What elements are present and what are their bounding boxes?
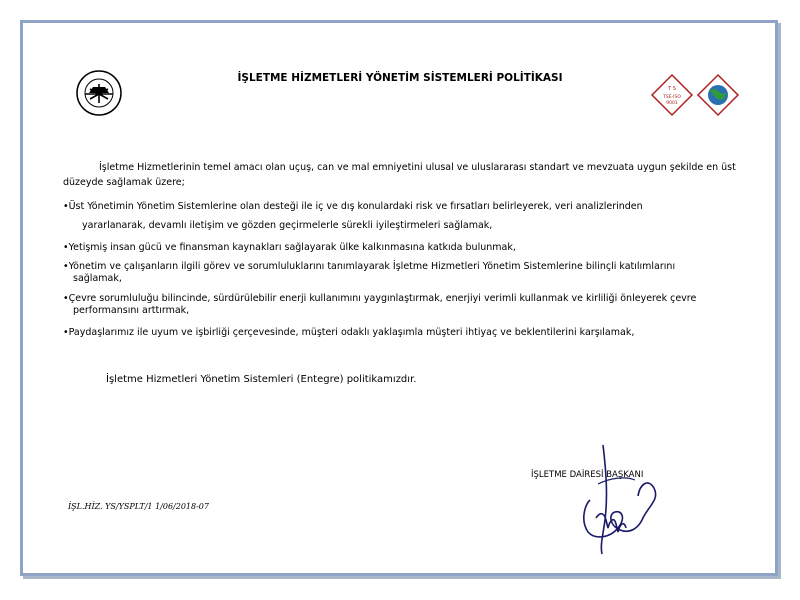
policy-bullet-5: •Paydaşlarımız ile uyum ve işbirliği çerçevesinde, müşteri odaklı yaklaşımla müşteri ihtiyaç ve beklentilerini karşılamak,: [63, 327, 635, 338]
policy-bullet-1-continued: yararlanarak, devamlı iletişim ve gözden geçirmelerle sürekli iyileştirmeleri sağlamak,: [82, 220, 493, 231]
closing-statement: İşletme Hizmetleri Yönetim Sistemleri (Entegre) politikamızdır.: [106, 374, 417, 385]
policy-bullet-3: [63, 261, 743, 285]
policy-bullet-2: •Yetişmiş insan gücü ve finansman kaynakları sağlayarak ülke kalkınmasına katkıda bulunmak,: [63, 242, 516, 253]
intro-paragraph: İşletme Hizmetlerinin temel amacı olan uçuş, can ve mal emniyetini ulusal ve uluslararası standart ve mevzuata uygun şekilde en üst düzeyde sağlamak üzere;: [63, 162, 736, 188]
policy-bullet-3-line2: sağlamak,: [73, 273, 122, 284]
svg-text:9001: 9001: [666, 101, 678, 106]
svg-text:TSE-ISO: TSE-ISO: [663, 95, 681, 100]
document-code: İŞL.HİZ. YS/YSPLT/1 1/06/2018-07: [68, 502, 209, 511]
page-title: İŞLETME HİZMETLERİ YÖNETİM SİSTEMLERİ POLİTİKASI: [237, 72, 563, 84]
policy-bullet-4-line1: •Çevre sorumluluğu bilincinde, sürdürülebilir enerji kullanımını yaygınlaştırmak, enerjiyi verimli kullanmak ve kirliliği önleyerek çevre: [63, 293, 697, 304]
svg-text:T S: T S: [668, 86, 676, 92]
policy-bullet-4-line2: performansını arttırmak,: [73, 305, 190, 316]
signature-label: İŞLETME DAİRESİ BAŞKANI: [531, 470, 644, 480]
policy-bullet-3-line1: •Yönetim ve çalışanların ilgili görev ve sorumluluklarını tanımlayarak İşletme Hizmetleri Yönetim Sistemlerine bilinçli katılımlarını: [63, 261, 676, 272]
signature-image: [530, 440, 670, 558]
policy-bullet-4: [63, 293, 743, 317]
policy-bullet-1: •Üst Yönetimin Yönetim Sistemlerine olan desteği ile iç ve dış konulardaki risk ve fırsatları belirleyerek, veri analizlerinden: [63, 201, 643, 212]
